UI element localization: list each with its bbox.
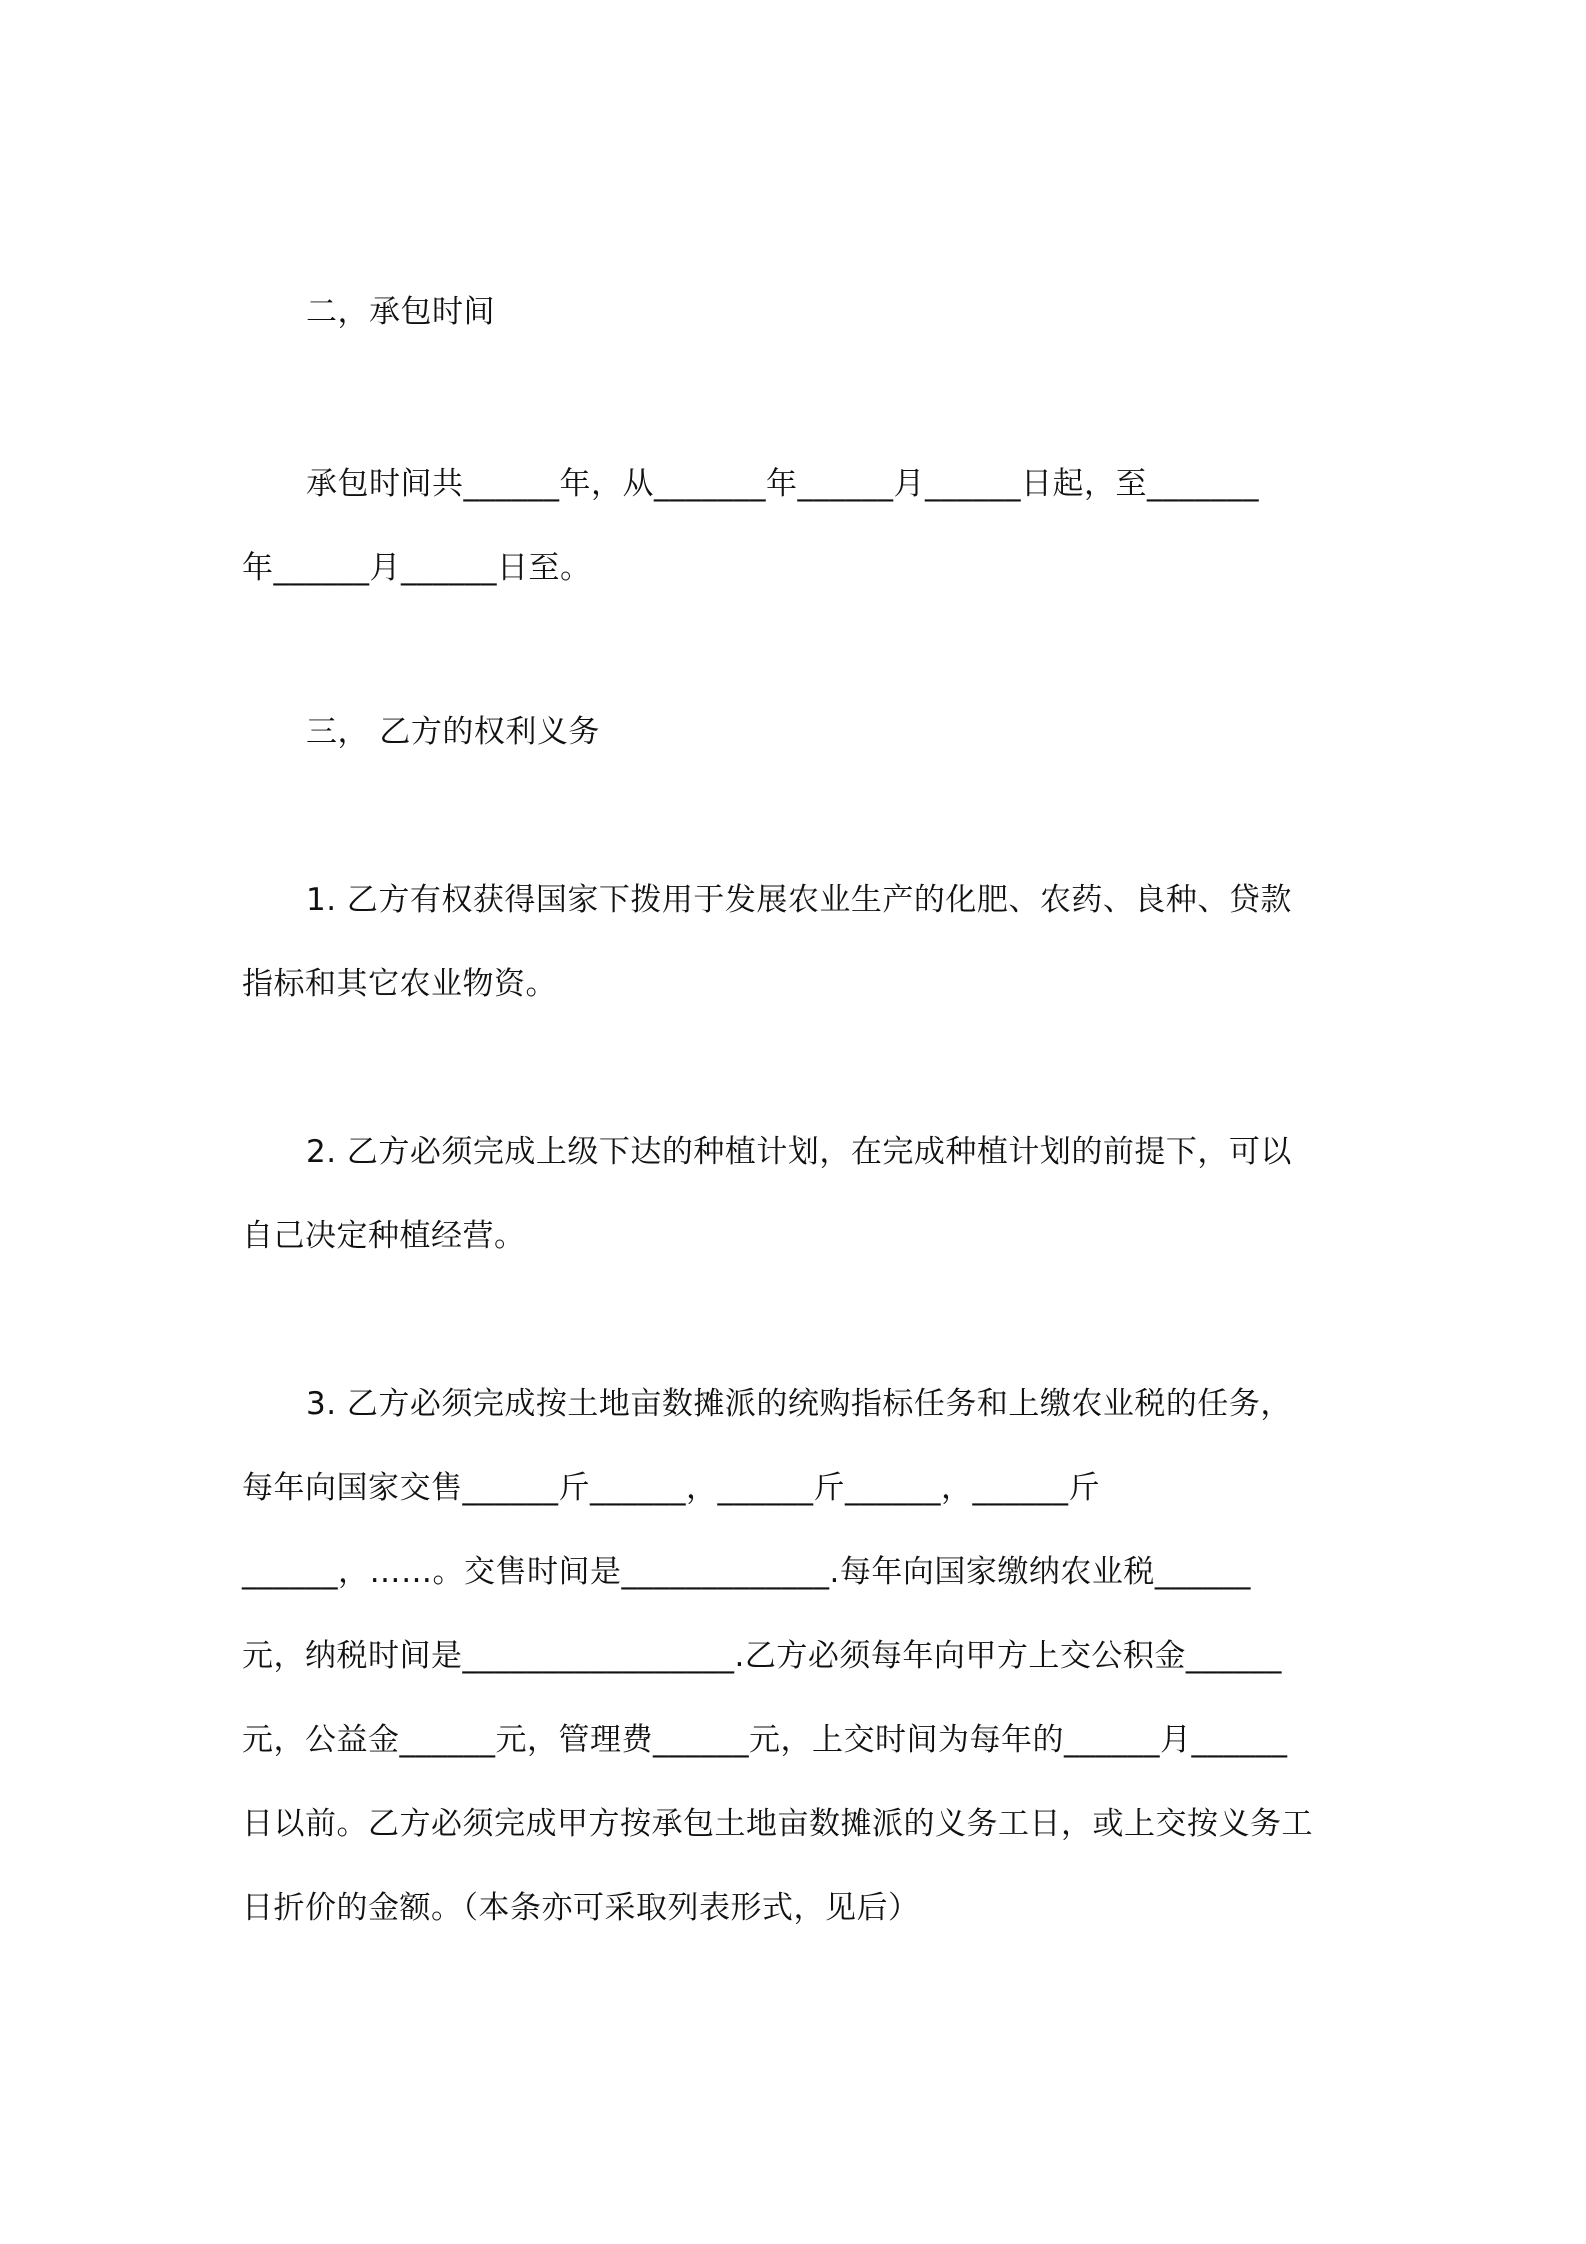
contract-term-line-1: 承包时间共______年，从_______年______月______日起，至_______ [306,466,1259,502]
item-3-line-6: 日以前。乙方必须完成甲方按承包土地亩数摊派的义务工日，或上交按义务工 [242,1806,1313,1842]
item-1-line-2: 指标和其它农业物资。 [242,966,557,1002]
item-3-line-5: 元，公益金______元，管理费______元，上交时间为每年的______月______ [242,1722,1288,1758]
item-3-line-2: 每年向国家交售______斤______，______斤______，______斤 [242,1470,1100,1506]
item-3-line-7: 日折价的金额。（本条亦可采取列表形式，见后） [242,1890,920,1926]
section-3-heading: 三， 乙方的权利义务 [306,714,600,750]
item-3-line-4: 元，纳税时间是_________________.乙方必须每年向甲方上交公积金______ [242,1638,1282,1674]
item-2-line-2: 自己决定种植经营。 [242,1218,526,1254]
contract-term-line-2: 年______月______日至。 [242,550,592,586]
section-2-heading: 二，承包时间 [306,294,495,330]
item-3-line-1: 3. 乙方必须完成按土地亩数摊派的统购指标任务和上缴农业税的任务， [306,1386,1292,1422]
item-2-line-1: 2. 乙方必须完成上级下达的种植计划，在完成种植计划的前提下，可以 [306,1134,1292,1170]
item-3-line-3: ______，……。交售时间是_____________.每年向国家缴纳农业税______ [242,1554,1251,1590]
item-1-line-1: 1. 乙方有权获得国家下拨用于发展农业生产的化肥、农药、良种、贷款 [306,882,1292,918]
